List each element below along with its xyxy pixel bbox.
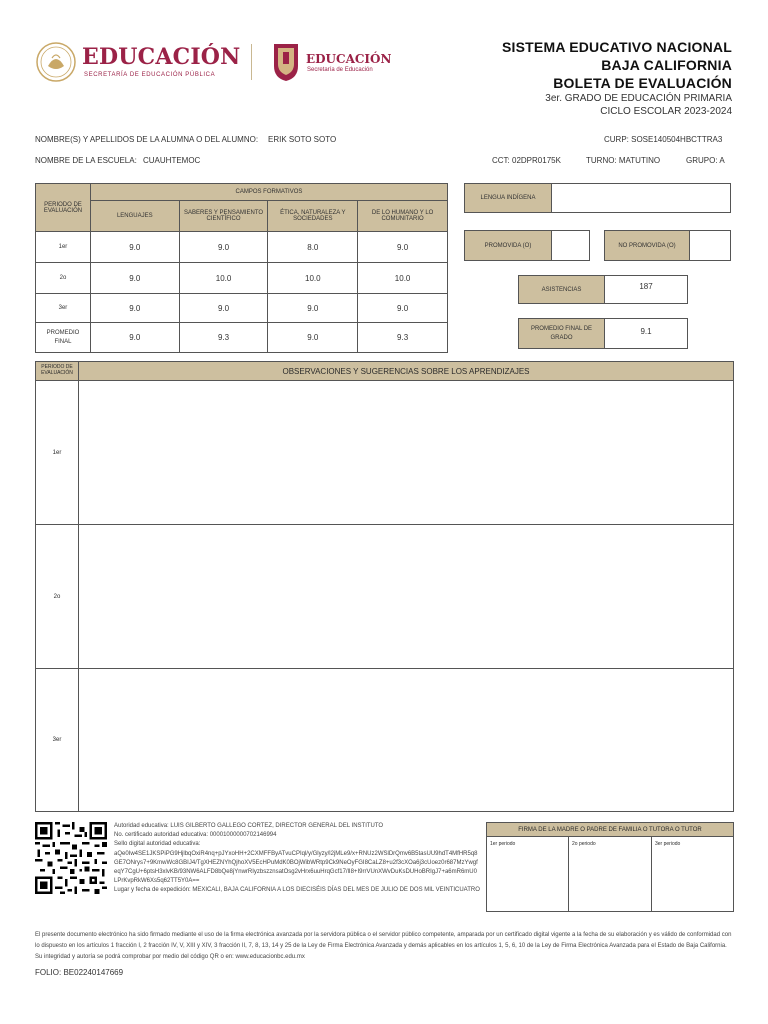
logo-divider (251, 44, 252, 80)
school-value: CUAUHTEMOC (143, 156, 201, 165)
signature-period-3: 3er periodo (655, 841, 681, 847)
digital-seal: aQe0Iw4SE1JKSPiPG9HjlbqOxiR4nq+pJYxoHH+2CXMFFByATvuCPIql/y/Glyzy/l2jMLe9/x+RNUz2WSlDrQmv6B5tasUU9hdT4MfHR5q8GE7ONrys7+9KmwWc8GBIJ4/TgXHEZNYhQjhoXV5EcHPuMdK0BOjWibWRtp9Ck9NeOyFGI8CaLZ8+u2f3cXOa6j3cUoez0r687MzYwgfeqY7CgU+6ptsH3xlvKB/93NW6ALFD8bQe8jYnwrRIyzbszznsatOsg2vHrx6uuHrqGcf17/lI8+I9rrVUnXWvDuKsDUHoBRIgJ7+a6mR6mU0LPrKvpRkW6Xs5q62TT5Y0A== (114, 850, 478, 885)
row-divider (36, 524, 733, 525)
signature-period-1: 1er periodo (487, 837, 569, 911)
signature-title: FIRMA DE LA MADRE O PADRE DE FAMILIA O TUTORA O TUTOR (487, 823, 733, 837)
grade-cell: 9.0 (90, 232, 179, 263)
seal-label: Sello digital autoridad educativa: (114, 841, 201, 848)
period-cell: 1er (36, 232, 91, 263)
mexico-seal-icon (36, 40, 76, 84)
curp: CURP: SOSE140504HBCTTRA3 (604, 135, 723, 144)
logo-bc-main: EDUCACIÓN (306, 52, 392, 66)
title-boleta: BOLETA DE EVALUACIÓN (553, 75, 732, 91)
promedio-final-value: 9.1 (640, 326, 652, 336)
no-promovida-box (604, 230, 731, 261)
grade-line: 3er. GRADO DE EDUCACIÓN PRIMARIA (545, 93, 732, 104)
cycle-line: CICLO ESCOLAR 2023-2024 (600, 106, 732, 117)
grade-cell: 9.0 (179, 294, 268, 323)
period-cell: PROMEDIO FINAL (36, 323, 91, 353)
legal-notice: El presente documento electrónico ha sido firmado mediante el uso de la firma electrónica avanzada por la servidora pública o el servidor público competente, amparada por un certificado digital vigente a la fecha de su elaboración y es válido de conformidad con lo dispuesto en los artículos 1 fracción I, 2 fracción IV, V, XIII y XIV, 3 fracción II, 7, 8, 13, 14 y 25 de la Ley de Firma Electrónica Avanzada y demás aplicables en los artículos 1, 5, 6, 10 de la Ley de Firma Electrónica Avanzada para el Estado de Baja California. Su integridad y autoría se podrá comprobar por medio del código QR o en: www.educacionbc.edu.mx (35, 932, 732, 960)
observations-table (35, 361, 734, 812)
column-header: LENGUAJES (90, 201, 179, 232)
grade-cell: 8.0 (268, 232, 358, 263)
period-cell: 2o (36, 263, 91, 294)
promedio-final-label: PROMEDIO FINAL DE GRADO (519, 319, 605, 348)
grade-cell: 9.0 (90, 263, 179, 294)
logo-bc-sub: Secretaría de Educación (307, 67, 373, 73)
baja-california-shield-icon (272, 40, 300, 82)
grades-row (36, 263, 448, 294)
column-header: DE LO HUMANO Y LO COMUNITARIO (358, 201, 448, 232)
asistencias-value: 187 (639, 282, 653, 291)
folio: FOLIO: BE02240147669 (35, 968, 124, 977)
grade-cell: 10.0 (358, 263, 448, 294)
title-system: SISTEMA EDUCATIVO NACIONAL (502, 39, 732, 55)
column-header: ÉTICA, NATURALEZA Y SOCIEDADES (268, 201, 358, 232)
grades-period-header: PERIODO DE EVALUACIÓN (36, 184, 91, 232)
grades-row-average (36, 323, 448, 353)
student-name-label: NOMBRE(S) Y APELLIDOS DE LA ALUMNA O DEL ALUMNO: (35, 135, 259, 144)
grade-cell: 10.0 (268, 263, 358, 294)
observation-period-label: 2o (36, 525, 79, 668)
grade-cell: 9.0 (90, 294, 179, 323)
authority-line: Autoridad educativa: LUIS GILBERTO GALLEGO CORTEZ, DIRECTOR GENERAL DEL INSTITUTO (114, 823, 384, 829)
observations-title: OBSERVACIONES Y SUGERENCIAS SOBRE LOS APRENDIZAJES (79, 362, 733, 381)
row-divider (36, 668, 733, 669)
grades-row (36, 232, 448, 263)
grade-cell: 9.0 (90, 323, 179, 353)
column-header: SABERES Y PENSAMIENTO CIENTÍFICO (179, 201, 268, 232)
observation-period-label: 1er (36, 381, 79, 524)
observation-period-label: 3er (36, 669, 79, 811)
logo-sep-main: EDUCACIÓN (82, 44, 241, 70)
grade-cell: 9.0 (358, 232, 448, 263)
grade-cell: 10.0 (179, 263, 268, 294)
student-name-value: ERIK SOTO SOTO (268, 135, 337, 144)
grade-cell: 9.0 (268, 294, 358, 323)
document-header (502, 38, 732, 118)
signature-period-2: 2o periodo (569, 837, 652, 911)
issue-place-date: Lugar y fecha de expedición: MEXICALI, BAJA CALIFORNIA A LOS DIECISÉIS DÍAS DEL MES DE JULIO DE DOS MIL VEINTICUATRO (114, 887, 480, 894)
lengua-indigena-label: LENGUA INDÍGENA (465, 184, 552, 212)
grade-cell: 9.3 (179, 323, 268, 353)
promovida-box (464, 230, 590, 261)
school-label: NOMBRE DE LA ESCUELA: (35, 156, 137, 165)
turno: TURNO: MATUTINO (586, 156, 661, 165)
certificate-number: No. certificado autoridad educativa: 00001000000702146994 (114, 832, 277, 839)
promovida-label: PROMOVIDA (O) (465, 231, 552, 260)
grade-cell: 9.0 (179, 232, 268, 263)
grade-cell: 9.3 (358, 323, 448, 353)
period-cell: 3er (36, 294, 91, 323)
asistencias-label: ASISTENCIAS (519, 276, 605, 303)
grades-campos-header: CAMPOS FORMATIVOS (90, 184, 447, 201)
no-promovida-label: NO PROMOVIDA (O) (605, 231, 690, 260)
grade-cell: 9.0 (268, 323, 358, 353)
grades-row (36, 294, 448, 323)
qr-code-icon (35, 822, 107, 894)
grupo: GRUPO: A (686, 156, 725, 165)
lengua-indigena-box (464, 183, 731, 213)
promedio-final-box (518, 318, 688, 349)
asistencias-box (518, 275, 688, 304)
signature-box (486, 822, 734, 912)
logo-sep-sub: SECRETARÍA DE EDUCACIÓN PÚBLICA (84, 72, 216, 78)
title-state: BAJA CALIFORNIA (601, 57, 732, 73)
grade-cell: 9.0 (358, 294, 448, 323)
cct: CCT: 02DPR0175K (492, 156, 561, 165)
grades-table (35, 183, 448, 353)
observations-period-header: PERIODO DE EVALUACIÓN (36, 362, 79, 381)
certificate-info (114, 822, 480, 896)
